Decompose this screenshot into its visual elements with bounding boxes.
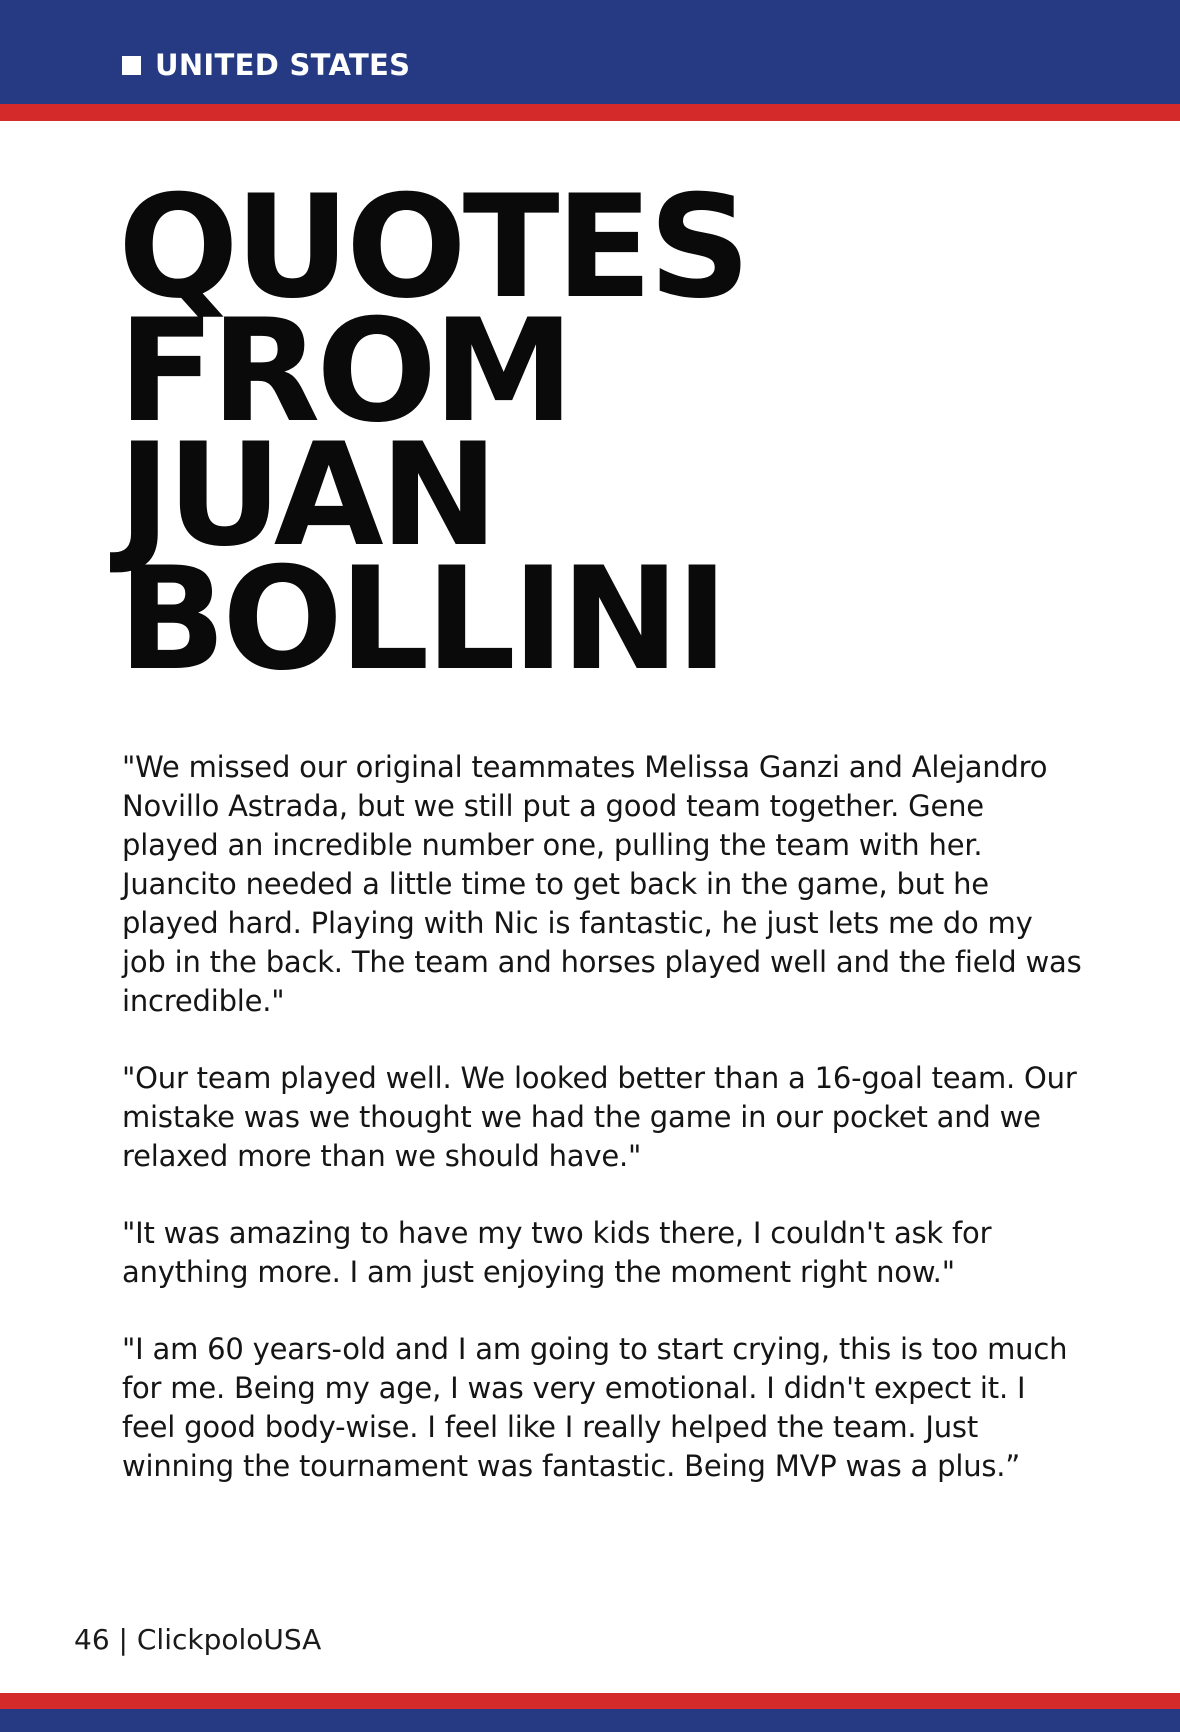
- quote-paragraph: "I am 60 years-old and I am going to start crying, this is too much for me. Being my age, I was very emotional. I didn't expect it. I feel good body-wise. I feel like I really helped the team. Just winning the tournament was fantastic. Being MVP was a plus.”: [122, 1332, 1068, 1483]
- quotes-body: [122, 748, 1082, 1524]
- square-icon: [122, 56, 141, 75]
- footer-band: [0, 1709, 1180, 1732]
- page-title: [118, 165, 747, 702]
- section-label: [122, 48, 410, 82]
- quote-paragraph: "It was amazing to have my two kids there, I couldn't ask for anything more. I am just enjoying the moment right now.": [122, 1216, 992, 1289]
- title-line: QUOTES: [118, 165, 747, 330]
- quote-paragraph: "Our team played well. We looked better than a 16-goal team. Our mistake was we thought we had the game in our pocket and we relaxed more than we should have.": [122, 1061, 1077, 1173]
- page-footer: 46 | ClickpoloUSA: [74, 1623, 322, 1656]
- title-line: JUAN: [118, 413, 495, 578]
- header-red-stripe: [0, 104, 1180, 121]
- section-label-text: UNITED STATES: [155, 48, 411, 82]
- title-line: BOLLINI: [118, 537, 725, 702]
- quote-paragraph: "We missed our original teammates Melissa Ganzi and Alejandro Novillo Astrada, but we still put a good team together. Gene played an incredible number one, pulling the team with her. Juancito needed a little time to get back in the game, but he played hard. Playing with Nic is fantastic, he just lets me do my job in the back. The team and horses played well and the field was incredible.": [122, 750, 1082, 1018]
- footer-red-stripe: [0, 1693, 1180, 1709]
- title-line: FROM: [118, 289, 571, 454]
